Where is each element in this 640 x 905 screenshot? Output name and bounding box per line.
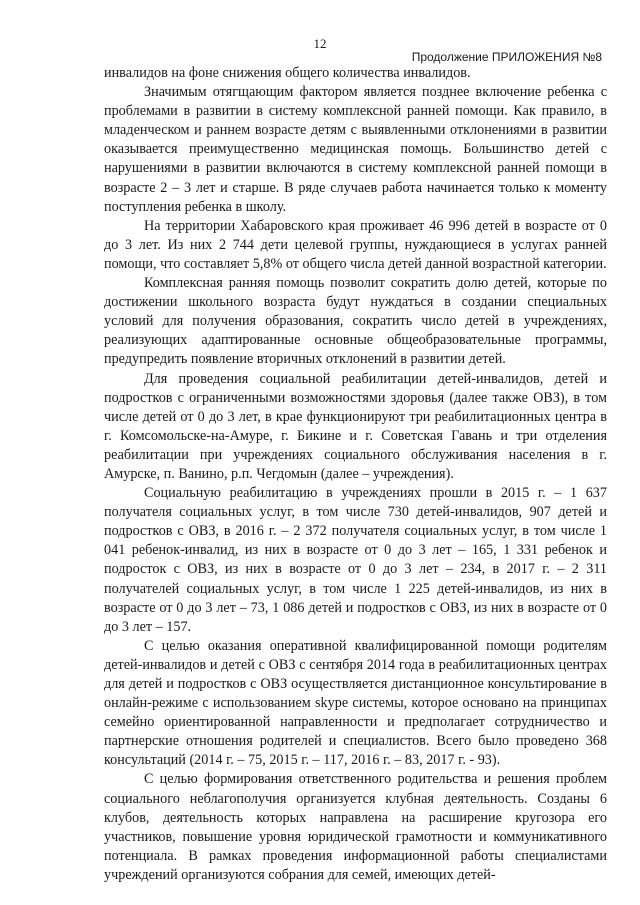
paragraph-3: На территории Хабаровского края проживает 46 996 детей в возрасте от 0 до 3 лет. Из них 2 744 дети целевой группы, нуждающиеся в услугах ранней помощи, что составляет 5,8% от общего числа детей данной возрастной категории. [104,217,607,272]
page-number: 12 [313,36,327,51]
paragraph-6: Социальную реабилитацию в учреждениях прошли в 2015 г. – 1 637 получателя социальных услуг, в том числе 730 детей-инвалидов, 907 детей и подростков с ОВЗ, в 2016 г. – 2 372 получателя социальных услуг, в том числе 1 041 ребенок-инвалид, из них в возрасте от 0 до 3 лет – 165, 1 331 ребенок и подросток с ОВЗ, из них в возрасте от 0 до 3 лет – 234, в 2017 г. – 2 311 получателей социальных услуг, в том числе 1 225 детей-инвалидов, из них в возрасте от 0 до 3 лет – 73, 1 086 детей и подростков с ОВЗ, из них в возрасте от 0 до 3 лет – 157. [104,485,607,635]
paragraph-4: Комплексная ранняя помощь позволит сократить долю детей, которые по достижении школьного возраста будут нуждаться в создании специальных условий для получения образования, сократить число детей в учреждениях, реализующих адаптированные основные общеобразовательные программы, предупредить появление вторичных отклонений в развитии детей. [104,275,607,368]
continuation-header: Продолжение ПРИЛОЖЕНИЯ №8 [411,50,602,64]
paragraph-7: С целью оказания оперативной квалифицированной помощи родителям детей-инвалидов и детей с ОВЗ с сентября 2014 года в реабилитационных центрах для детей и подростков с ОВЗ осуществляется дистанционное консультирование в онлайн-режиме с использованием skype системы, которое основано на принципах семейно ориентированной направленности и предполагает сотрудничество и партнерские отношения родителей и специалистов. Всего было проведено 368 консультаций (2014 г. – 75, 2015 г. – 117, 2016 г. – 83, 2017 г. - 93). [104,637,607,769]
paragraph-1: инвалидов на фоне снижения общего количества инвалидов. [104,65,471,81]
paragraph-8: С целью формирования ответственного родительства и решения проблем социального неблагополучия организуется клубная деятельность. Созданы 6 клубов, деятельность которых направлена на расширение кругозора его участников, повышение уровня юридической грамотности и коммуникативного потенциала. В рамках проведения информационной работы специалистами учреждений организуются собрания для семей, имеющих детей- [104,771,607,883]
document-body [104,64,607,885]
paragraph-5: Для проведения социальной реабилитации детей-инвалидов, детей и подростков с ограниченными возможностями здоровья (далее также ОВЗ), в том числе детей от 0 до 3 лет, в крае функционируют три реабилитационных центра в г. Комсомольске-на-Амуре, г. Бикине и г. Советская Гавань и три отделения реабилитации при учреждениях социального обслуживания населения в г. Амурске, п. Ванино, р.п. Чегдомын (далее – учреждения). [104,370,607,482]
paragraph-2: Значимым отягщающим фактором является позднее включение ребенка с проблемами в развитии в систему комплексной ранней помощи. Как правило, в младенческом и раннем возрасте детям с выявленными отклонениями в развитии оказывается преимущественно медицинская помощь. Большинство детей с нарушениями в развитии включаются в систему комплексной ранней помощи в возрасте 2 – 3 лет и старше. В ряде случаев работа начинается только к моменту поступления ребенка в школу. [104,84,607,215]
